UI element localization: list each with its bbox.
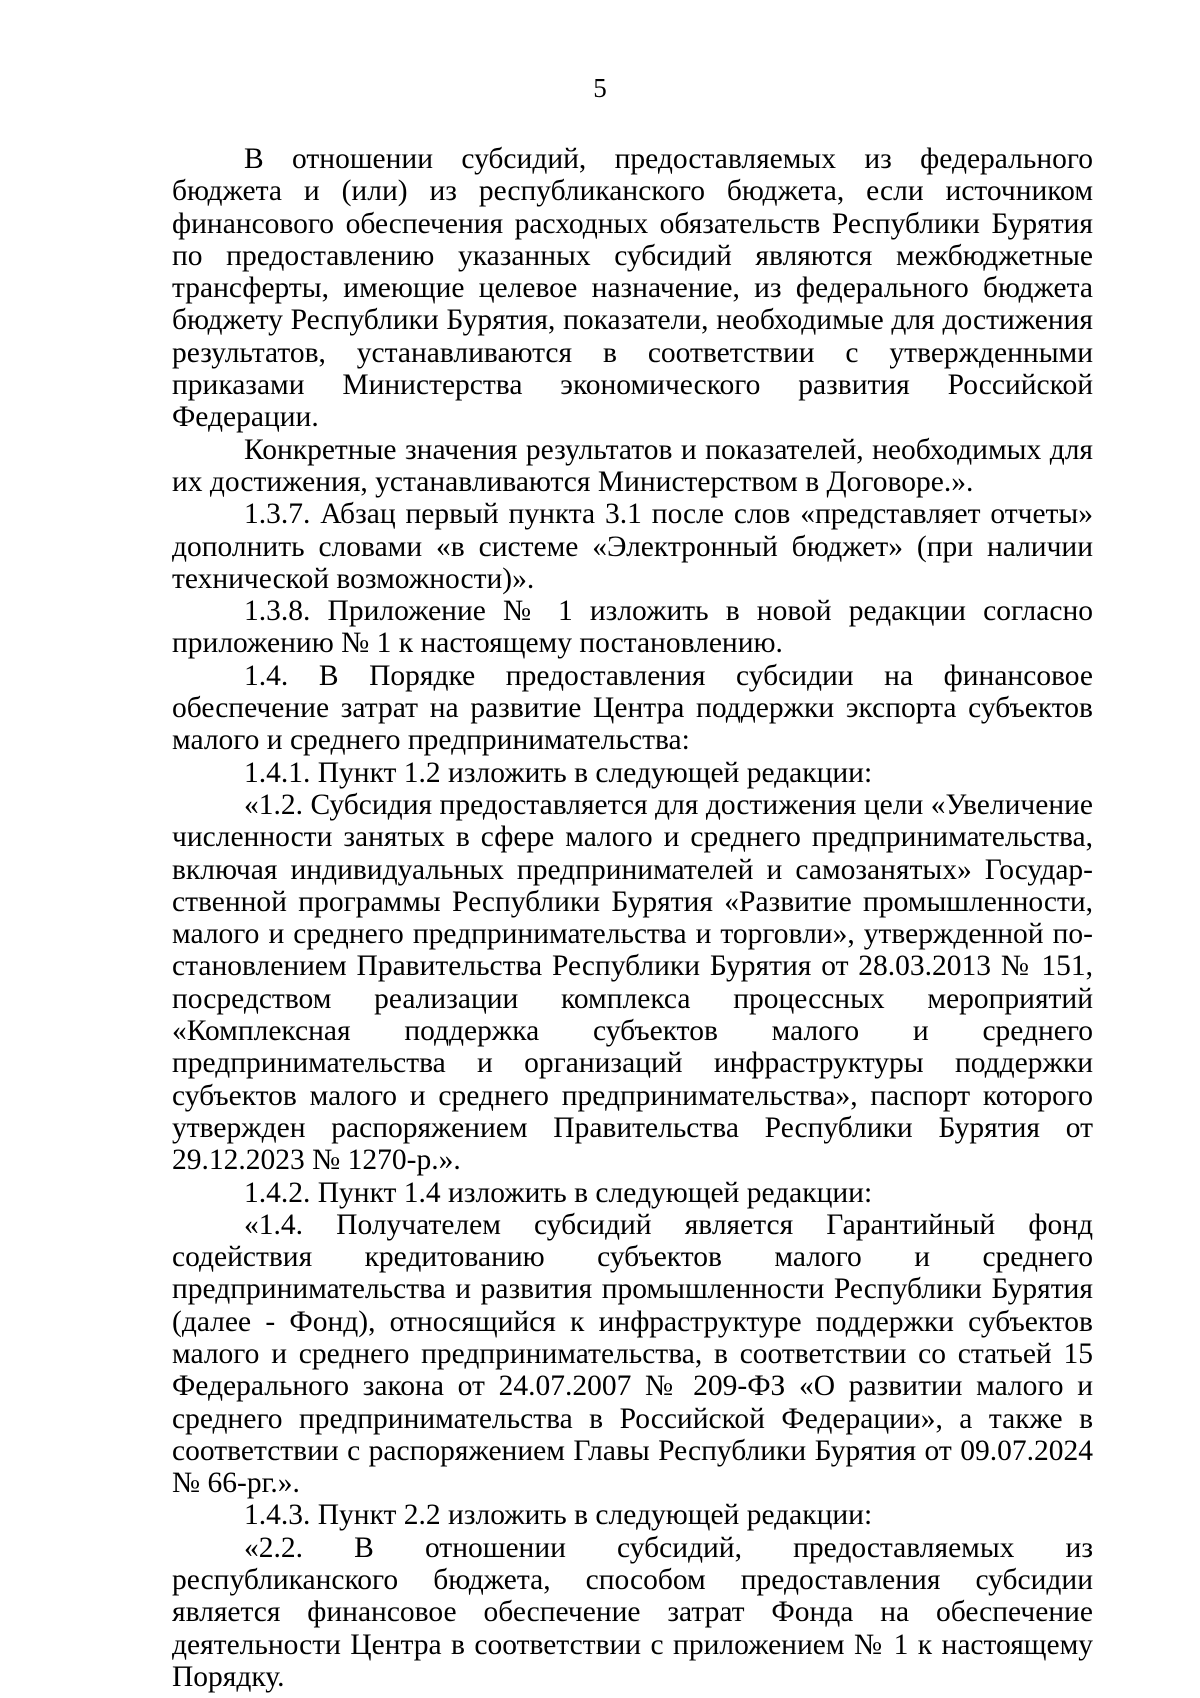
paragraph-specific-values: Конкретные значения результатов и показателей, необходимых для их достижения, устанавливаются Министерством в Договоре.». <box>172 433 1093 498</box>
paragraph-1-4-1: 1.4.1. Пункт 1.2 изложить в следующей редакции: <box>244 756 873 789</box>
paragraph-1-2-new-text: «1.2. Субсидия предоставляется для достижения цели «Увеличение численности занятых в сфере малого и среднего предпринимательства, включая индивидуальных предпринимателей и самозанятых» Государственной программы Республики Бурятия «Развитие промышленности, малого и среднего предпринимательства и торговли», утвержденной постановлением Правительства Республики Бурятия от 28.03.2013 № 151, посредством реализации комплекса процессных мероприятий «Комплексная поддержка субъектов малого и среднего предпринимательства и организаций инфраструктуры поддержки субъектов малого и среднего предпринимательства», паспорт которого утвержден распоряжением Правительства Республики Бурятия от 29.12.2023 № 1270-р.». <box>172 788 1093 1177</box>
paragraph-subsidies-federal-budget: В отношении субсидий, предоставляемых из федерального бюджета и (или) из республиканского бюджета, если источником финансового обеспечения расходных обязательств Республики Бурятия по предоставлению указанных субсидий являются межбюджетные трансферты, имеющие целевое назначение, из федерального бюджета бюджету Республики Бурятия, показатели, необходимые для достижения результатов, устанавливаются в соответствии с утвержденными приказами Министерства экономического развития Российской Федерации. <box>172 143 1093 434</box>
paragraph-1-4-new-text: «1.4. Получателем субсидий является Гарантийный фонд содействия кредитованию субъектов малого и среднего предпринимательства и развития промышленности Республики Бурятия (далее - Фонд), относящийся к инфраструктуре поддержки субъектов малого и среднего предпринимательства, в соответствии со статьей 15 Федерального закона от 24.07.2007 № 209-ФЗ «О развитии малого и среднего предпринимательства в Российской Федерации», а также в соответствии с распоряжением Главы Республики Бурятия от 09.07.2024 № 66-рг.». <box>172 1208 1093 1500</box>
paragraph-1-4: 1.4. В Порядке предоставления субсидии на финансовое обеспечение затрат на развитие Центра поддержки экспорта субъектов малого и среднего предпринимательства: <box>172 659 1093 757</box>
paragraph-2-2-new-text: «2.2. В отношении субсидий, предоставляемых из республиканского бюджета, способом предоставления субсидии является финансовое обеспечение затрат Фонда на обеспечение деятельности Центра в соответствии с приложением № 1 к настоящему Порядку. <box>172 1531 1093 1693</box>
paragraph-1-4-3: 1.4.3. Пункт 2.2 изложить в следующей редакции: <box>244 1499 873 1532</box>
document-body <box>172 143 1093 1693</box>
paragraph-1-4-2: 1.4.2. Пункт 1.4 изложить в следующей редакции: <box>244 1176 873 1209</box>
page-number: 5 <box>593 73 607 103</box>
paragraph-1-3-7: 1.3.7. Абзац первый пункта 3.1 после слов «представляет отчеты» дополнить словами «в системе «Электронный бюджет» (при наличии технической возможности)». <box>172 498 1093 595</box>
paragraph-1-3-8: 1.3.8. Приложение № 1 изложить в новой редакции согласно приложению № 1 к настоящему постановлению. <box>172 595 1093 660</box>
